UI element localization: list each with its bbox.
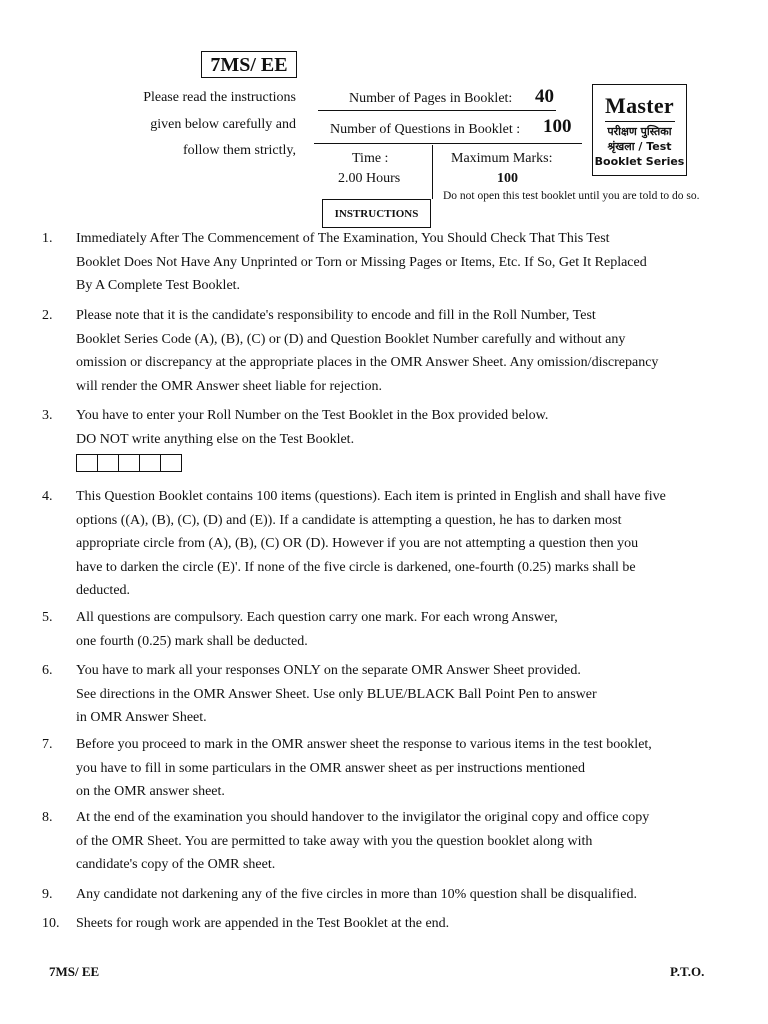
- item-line: have to darken the circle (E)'. If none of the five circle is darkened, one-fourth (0.25) marks shall be: [76, 559, 636, 575]
- time-marks-divider: [432, 145, 433, 199]
- instruction-item-1: [42, 227, 742, 298]
- item-line: you have to fill in some particulars in the OMR answer sheet as per instructions mentioned: [76, 760, 585, 776]
- master-series-label-1: श्रृंखला / Test: [607, 140, 672, 153]
- marks-label: Maximum Marks:: [451, 151, 553, 166]
- time-label: Time :: [352, 151, 389, 166]
- item-line: one fourth (0.25) mark shall be deducted.: [76, 633, 308, 649]
- instruction-item-4: [42, 485, 742, 603]
- item-number: 10.: [42, 916, 60, 931]
- master-rule: [605, 121, 675, 122]
- item-number: 2.: [42, 308, 53, 323]
- master-series-box: [592, 84, 687, 176]
- item-line: Sheets for rough work are appended in the Test Booklet at the end.: [76, 916, 450, 931]
- item-line: on the OMR answer sheet.: [76, 784, 225, 799]
- item-line: Any candidate not darkening any of the five circles in more than 10% question shall be disqualified.: [76, 887, 638, 902]
- item-line: Please note that it is the candidate's responsibility to encode and fill in the Roll Number, Test: [76, 308, 596, 323]
- instruction-item-2: [42, 304, 742, 398]
- time-value: 2.00 Hours: [338, 171, 401, 186]
- questions-value: 100: [543, 116, 572, 137]
- instruction-item-10: [42, 912, 742, 936]
- instruction-item-5: [42, 606, 742, 653]
- instructions-heading: INSTRUCTIONS: [322, 199, 431, 228]
- booklet-code: 7MS/ EE: [201, 51, 297, 78]
- marks-value: 100: [497, 171, 518, 186]
- item-line: DO NOT write anything else on the Test Booklet.: [76, 431, 355, 447]
- do-not-open-notice: Do not open this test booklet until you are told to do so.: [443, 190, 700, 202]
- item-line: See directions in the OMR Answer Sheet. Use only BLUE/BLACK Ball Point Pen to answer: [76, 686, 597, 702]
- item-line: Booklet Does Not Have Any Unprinted or Torn or Missing Pages or Items, Etc. If So, Get It Replaced: [76, 254, 647, 270]
- item-line: Booklet Series Code (A), (B), (C) or (D) and Question Booklet Number carefully and without any: [76, 331, 626, 347]
- roll-number-box[interactable]: [76, 454, 98, 472]
- instruction-item-7: [42, 733, 742, 804]
- item-number: 7.: [42, 737, 53, 752]
- roll-number-box[interactable]: [160, 454, 182, 472]
- item-line: At the end of the examination you should handover to the invigilator the original copy and office copy: [76, 810, 650, 825]
- master-title: Master: [605, 93, 674, 118]
- item-number: 5.: [42, 610, 53, 625]
- roll-number-box[interactable]: [97, 454, 119, 472]
- instruction-item-9: [42, 883, 742, 907]
- read-instructions-line-2: given below carefully and: [150, 117, 296, 132]
- item-line: in OMR Answer Sheet.: [76, 710, 207, 725]
- header-divider-2: [314, 143, 582, 144]
- item-number: 9.: [42, 887, 53, 902]
- item-line: appropriate circle from (A), (B), (C) OR (D). However if you are not attempting a question then you: [76, 536, 639, 551]
- master-hindi-label: परीक्षण पुस्तिका: [607, 125, 672, 138]
- read-instructions-line-3: follow them strictly,: [182, 143, 296, 158]
- master-series-label-2: Booklet Series: [594, 155, 685, 168]
- item-line: All questions are compulsory. Each question carry one mark. For each wrong Answer,: [76, 610, 558, 625]
- header-divider-1: [318, 110, 556, 111]
- instruction-item-3: [42, 404, 742, 472]
- pages-label: Number of Pages in Booklet:: [349, 91, 513, 106]
- roll-number-box[interactable]: [118, 454, 140, 472]
- item-line: Immediately After The Commencement of The Examination, You Should Check That This Test: [76, 231, 610, 246]
- item-line: You have to enter your Roll Number on the Test Booklet in the Box provided below.: [76, 408, 549, 423]
- questions-label: Number of Questions in Booklet :: [330, 122, 521, 137]
- footer-code: 7MS/ EE: [49, 964, 100, 979]
- item-number: 1.: [42, 231, 53, 246]
- item-line: This Question Booklet contains 100 items (questions). Each item is printed in English and shall have five: [76, 489, 666, 504]
- item-line: deducted.: [76, 583, 131, 598]
- item-line: will render the OMR Answer sheet liable for rejection.: [76, 378, 382, 394]
- item-number: 4.: [42, 489, 53, 504]
- footer-pto: P.T.O.: [670, 964, 705, 979]
- item-line: candidate's copy of the OMR sheet.: [76, 857, 276, 872]
- roll-number-box[interactable]: [139, 454, 161, 472]
- read-instructions-line-1: Please read the instructions: [143, 90, 296, 105]
- item-line: options ((A), (B), (C), (D) and (E)). If a candidate is attempting a question, he has to darken most: [76, 512, 622, 528]
- item-number: 6.: [42, 663, 53, 678]
- roll-number-boxes[interactable]: [76, 454, 742, 472]
- pages-value: 40: [535, 86, 554, 107]
- item-line: Before you proceed to mark in the OMR answer sheet the response to various items in the test booklet,: [76, 737, 652, 752]
- item-number: 3.: [42, 408, 53, 423]
- item-line: By A Complete Test Booklet.: [76, 278, 241, 293]
- item-line: omission or discrepancy at the appropriate places in the OMR Answer Sheet. Any omission/discrepancy: [76, 355, 659, 370]
- item-line: of the OMR Sheet. You are permitted to take away with you the question booklet along with: [76, 833, 593, 849]
- item-line: You have to mark all your responses ONLY on the separate OMR Answer Sheet provided.: [76, 663, 581, 678]
- instruction-item-6: [42, 659, 742, 730]
- instruction-item-8: [42, 806, 742, 877]
- item-number: 8.: [42, 810, 53, 825]
